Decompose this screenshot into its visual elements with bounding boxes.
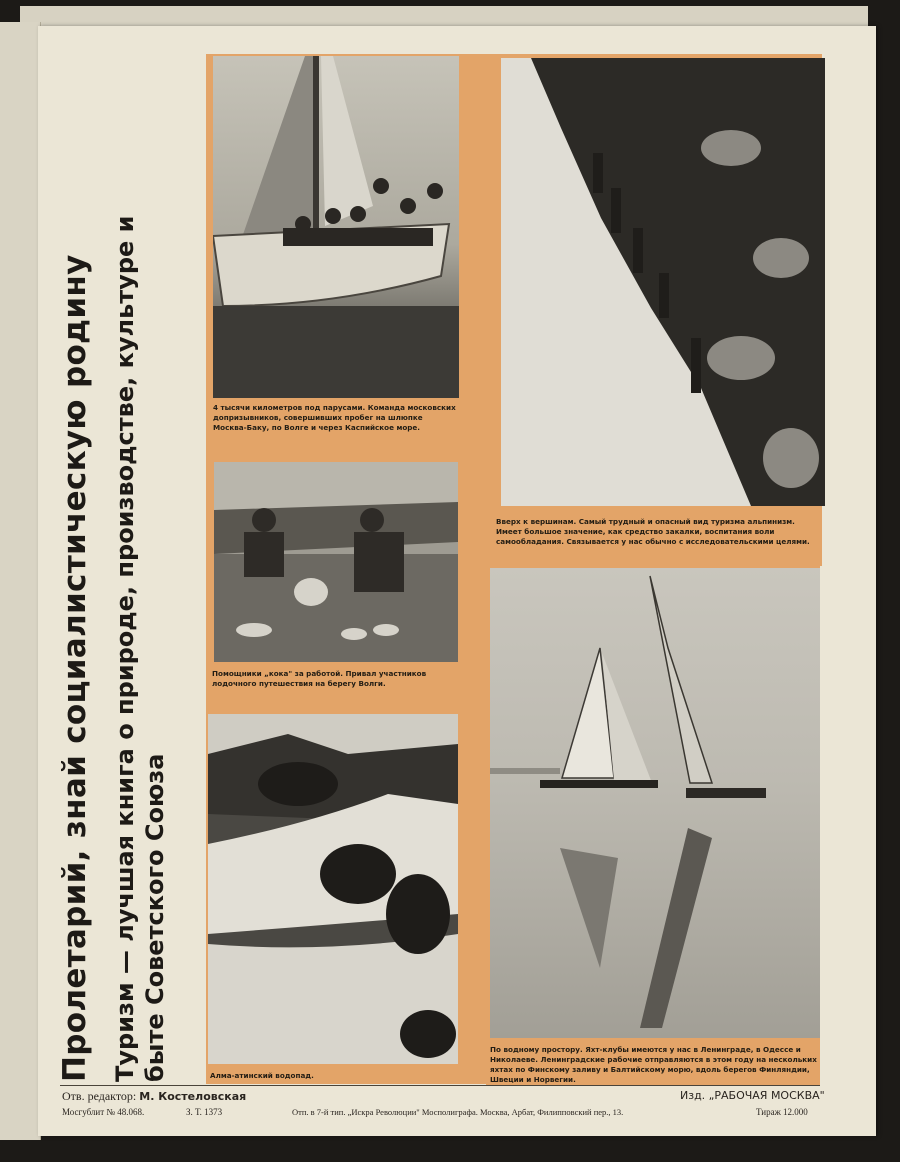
sailboat-photo bbox=[213, 56, 459, 398]
waterfall-photo bbox=[208, 714, 458, 1064]
sailboat-caption: 4 тысячи километров под парусами. Команда московских допризывников, совершивших пробег на шлюпке Москва-Баку, по Волге и через Каспийское море. bbox=[213, 403, 456, 432]
headline-sub-1: Туризм — лучшая книга о природе, производстве, культуре и bbox=[111, 215, 139, 1082]
mosgublit-number: Мосгублит № 48.068. bbox=[62, 1107, 145, 1117]
editor-name: М. Костеловская bbox=[139, 1090, 247, 1103]
cooks-caption: Помощники „кока" за работой. Привал участников лодочного путешествия на берегу Волги. bbox=[212, 669, 427, 688]
footer-rule bbox=[60, 1085, 820, 1086]
yachts-caption: По водному простору. Яхт-клубы имеются у нас в Ленинграде, в Одессе и Николаеве. Ленинградские рабочие отправляются в этом году на нескольких яхтах по Финскому заливу и Балтийскому морю, вдоль берегов Финляндии, Швеции и Норвегии. bbox=[490, 1045, 817, 1084]
binding-edge bbox=[0, 22, 41, 1140]
climbers-photo bbox=[501, 58, 825, 506]
cooks-photo bbox=[214, 462, 458, 662]
editor-credit bbox=[62, 1089, 246, 1104]
headline-sub-2: быте Советского Союза bbox=[141, 753, 169, 1082]
climbers-caption: Вверх к вершинам. Самый трудный и опасный вид туризма альпинизм. Имеет большое значение, как средство закалки, воспитания воли самообладания. Связывается у нас обычно с исследовательскими целями. bbox=[496, 517, 810, 546]
headline-main: Пролетарий, знай социалистическую родину bbox=[57, 254, 93, 1082]
headline-block bbox=[57, 52, 200, 1082]
yachts-photo bbox=[490, 568, 820, 1038]
order-number: З. Т. 1373 bbox=[186, 1107, 223, 1117]
printing-info: Отп. в 7-й тип. „Искра Революции" Мосполиграфа. Москва, Арбат, Филипповский пер., 13. bbox=[292, 1107, 624, 1117]
waterfall-caption: Алма-атинский водопад. bbox=[210, 1071, 314, 1080]
editor-label: Отв. редактор: bbox=[62, 1089, 137, 1103]
publisher: Изд. „РАБОЧАЯ МОСКВА" bbox=[680, 1089, 825, 1102]
circulation: Тираж 12.000 bbox=[756, 1107, 808, 1117]
